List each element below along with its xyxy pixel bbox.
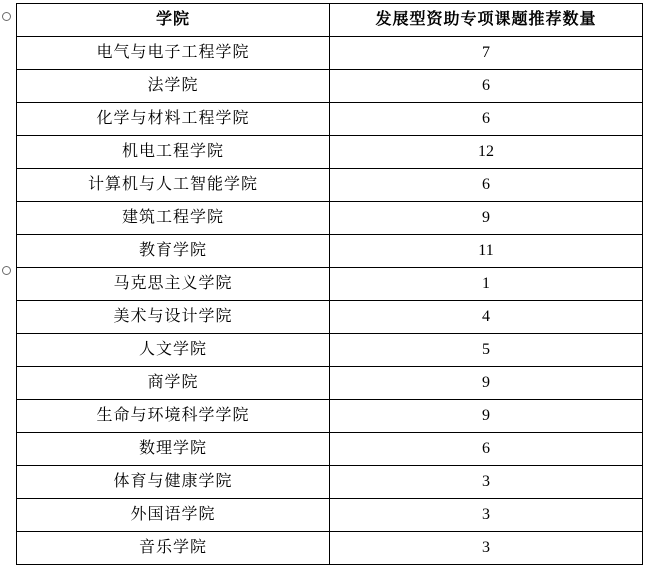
college-name: 音乐学院 xyxy=(17,532,330,565)
table-row xyxy=(17,70,643,103)
college-name: 电气与电子工程学院 xyxy=(17,37,330,70)
table-row xyxy=(17,136,643,169)
college-name: 美术与设计学院 xyxy=(17,301,330,334)
college-name: 化学与材料工程学院 xyxy=(17,103,330,136)
column-header-college: 学院 xyxy=(17,4,330,37)
table-row xyxy=(17,169,643,202)
college-name: 数理学院 xyxy=(17,433,330,466)
college-quota: 1 xyxy=(330,268,643,301)
table-row xyxy=(17,37,643,70)
college-name: 商学院 xyxy=(17,367,330,400)
college-quota: 7 xyxy=(330,37,643,70)
college-name: 建筑工程学院 xyxy=(17,202,330,235)
college-quota: 12 xyxy=(330,136,643,169)
table-row xyxy=(17,532,643,565)
table-row xyxy=(17,367,643,400)
college-quota: 3 xyxy=(330,466,643,499)
college-name: 计算机与人工智能学院 xyxy=(17,169,330,202)
college-name: 法学院 xyxy=(17,70,330,103)
college-quota: 6 xyxy=(330,70,643,103)
selection-handle-middle[interactable] xyxy=(2,266,11,275)
table-row xyxy=(17,499,643,532)
table-row xyxy=(17,400,643,433)
table-row xyxy=(17,334,643,367)
college-name: 生命与环境科学学院 xyxy=(17,400,330,433)
college-name: 人文学院 xyxy=(17,334,330,367)
table-row xyxy=(17,202,643,235)
column-header-quota: 发展型资助专项课题推荐数量 xyxy=(330,4,643,37)
college-quota: 3 xyxy=(330,499,643,532)
college-quota: 6 xyxy=(330,103,643,136)
table-row xyxy=(17,433,643,466)
table-row xyxy=(17,235,643,268)
college-quota: 9 xyxy=(330,367,643,400)
funding-quota-table xyxy=(16,3,643,565)
college-quota: 6 xyxy=(330,169,643,202)
college-name: 体育与健康学院 xyxy=(17,466,330,499)
college-quota: 9 xyxy=(330,202,643,235)
table-row xyxy=(17,301,643,334)
college-quota: 4 xyxy=(330,301,643,334)
college-quota: 5 xyxy=(330,334,643,367)
table-row xyxy=(17,466,643,499)
table-row xyxy=(17,268,643,301)
college-name: 教育学院 xyxy=(17,235,330,268)
college-quota: 9 xyxy=(330,400,643,433)
table-row xyxy=(17,103,643,136)
college-name: 机电工程学院 xyxy=(17,136,330,169)
college-name: 马克思主义学院 xyxy=(17,268,330,301)
college-quota: 6 xyxy=(330,433,643,466)
selection-handle-top[interactable] xyxy=(2,12,11,21)
table-header-row xyxy=(17,4,643,37)
college-quota: 11 xyxy=(330,235,643,268)
college-quota: 3 xyxy=(330,532,643,565)
college-name: 外国语学院 xyxy=(17,499,330,532)
